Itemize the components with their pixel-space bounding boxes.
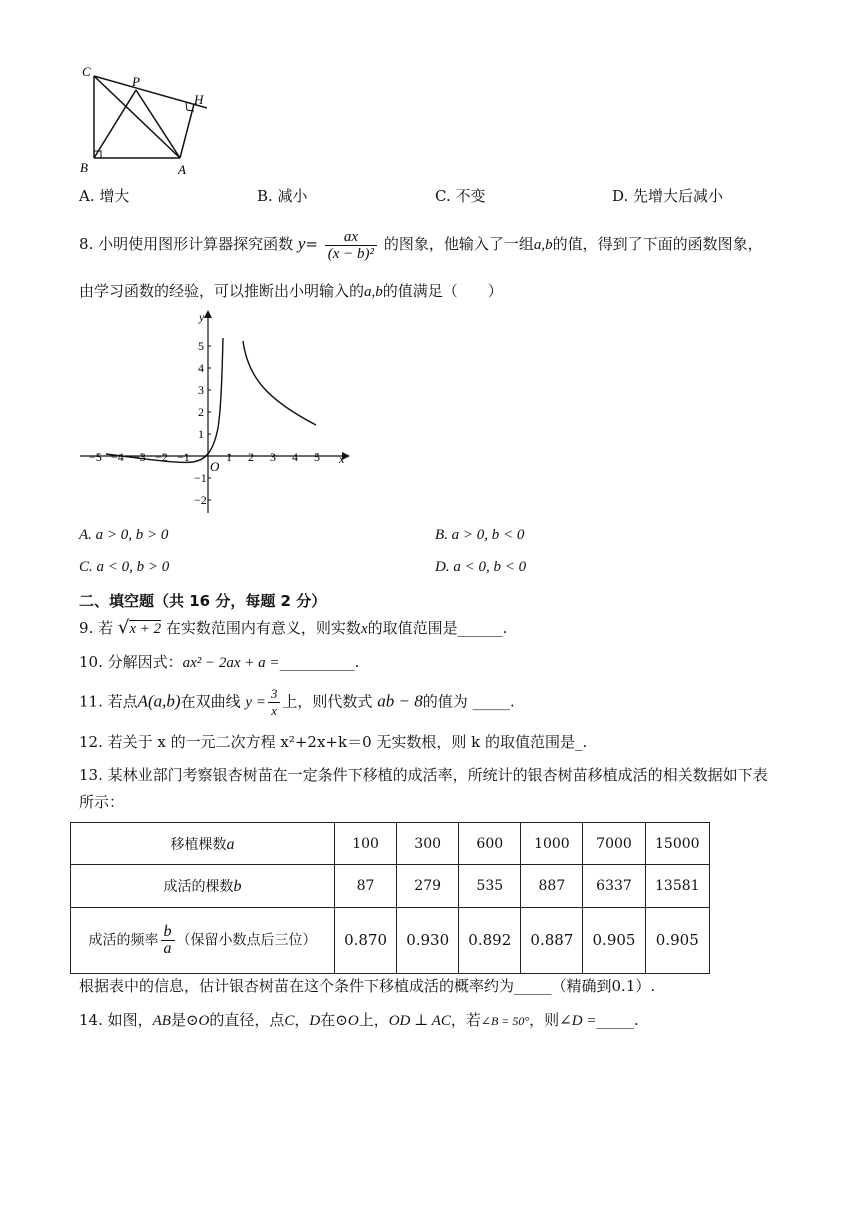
q10: 10. 分解因式：ax² − 2ax + a =__________.: [79, 653, 360, 671]
origin-label: O: [210, 459, 220, 474]
label-C: C: [82, 64, 91, 79]
row-header-frequency: 成活的频率 $\frac{b}{a}$ （保留小数点后三位）: [71, 907, 335, 973]
q13-line1: 13. 某林业部门考察银杏树苗在一定条件下移植的成活率，所统计的银杏树苗移植成活的相关数据如下表: [79, 766, 768, 784]
label-P: P: [132, 74, 140, 89]
x-tick-label: 1: [226, 450, 232, 464]
q14: 14. 如图，AB是⊙O的直径，点C，D在⊙O上，OD ⊥ AC，若∠B = 50°，则∠D =_____.: [79, 1011, 639, 1029]
x-tick-label: 4: [292, 450, 298, 464]
table-row-survived: 成活的棵数b 87 279 535 887 6337 13581: [71, 865, 710, 907]
q8-line1: 8. 小明使用图形计算器探究函数 y= $\frac{ax}{\text{(x − b)²}}$ 的图象，他输入了一组a,b的值，得到了下面的函数图象，: [79, 228, 763, 262]
y-axis-label: y: [199, 310, 205, 324]
y-tick-label: 2: [198, 405, 204, 419]
x-tick-label: −4: [111, 450, 124, 464]
section-title: 二、填空题（共 16 分，每题 2 分）: [79, 592, 327, 610]
x-tick-label: 5: [314, 450, 320, 464]
q8-option-d: D. a < 0, b < 0: [435, 559, 527, 575]
y-tick-label: 5: [198, 339, 204, 353]
x-tick-label: 2: [248, 450, 254, 464]
table-row-frequency: 成活的频率 $\frac{b}{a}$ （保留小数点后三位） 0.870 0.930 0.892 0.887 0.905 0.905: [71, 907, 710, 973]
x-tick-label: −5: [89, 450, 102, 464]
x-axis-label: x: [339, 452, 345, 466]
q13-after-table: 根据表中的信息，估计银杏树苗在这个条件下移植成活的概率约为_____（精确到0.1）.: [79, 977, 656, 995]
right-branch-curve: [243, 341, 316, 425]
x-tick-label: −1: [177, 450, 190, 464]
y-tick-label: 1: [198, 427, 204, 441]
q7-option-c: C. 不变: [435, 187, 486, 205]
q7-option-a: A. 增大: [79, 187, 130, 205]
q8-option-b: B. a > 0, b < 0: [435, 527, 525, 543]
sqrt-symbol: √: [117, 617, 130, 638]
y-tick-label: 3: [198, 383, 204, 397]
q11: 11. 若点A(a,b)在双曲线 y = $\frac{3}{x}$ 上，则代数式 ab − 8的值为 _____.: [79, 686, 515, 718]
q8-option-a: A. a > 0, b > 0: [79, 527, 169, 543]
q7-option-b: B. 减小: [257, 187, 308, 205]
q9: 9. 若 √x + 2 在实数范围内有意义，则实数x的取值范围是______.: [79, 617, 508, 638]
left-branch-curve: [106, 338, 223, 462]
data-table: [70, 822, 710, 974]
q8-line2: 由学习函数的经验，可以推断出小明输入的a,b的值满足（ ）: [79, 282, 503, 300]
y-tick-label: −1: [194, 471, 207, 485]
q12: 12. 若关于 x 的一元二次方程 x²+2x+k＝0 无实数根，则 k 的取值范围是_.: [79, 733, 588, 751]
x-tick-label: −2: [155, 450, 168, 464]
y-tick-label: −2: [194, 493, 207, 507]
x-tick-label: −3: [133, 450, 146, 464]
label-H: H: [194, 92, 204, 107]
row-header-survived: 成活的棵数b: [71, 865, 335, 907]
q7-option-d: D. 先增大后减小: [612, 187, 724, 205]
x-tick-label: 3: [270, 450, 276, 464]
q8-option-c: C. a < 0, b > 0: [79, 559, 170, 575]
row-header-planted: 移植棵数a: [71, 823, 335, 865]
table-row-planted: 移植棵数a 100 300 600 1000 7000 15000: [71, 823, 710, 865]
label-A: A: [178, 162, 186, 177]
q13-line2: 所示：: [79, 793, 125, 811]
geometry-figure-q7: [74, 62, 224, 182]
function-graph: [78, 308, 353, 518]
q8-function-fraction: $\frac{ax}{\text{(x − b)²}}$: [325, 229, 377, 262]
y-tick-label: 4: [198, 361, 204, 375]
label-B: B: [80, 160, 88, 175]
